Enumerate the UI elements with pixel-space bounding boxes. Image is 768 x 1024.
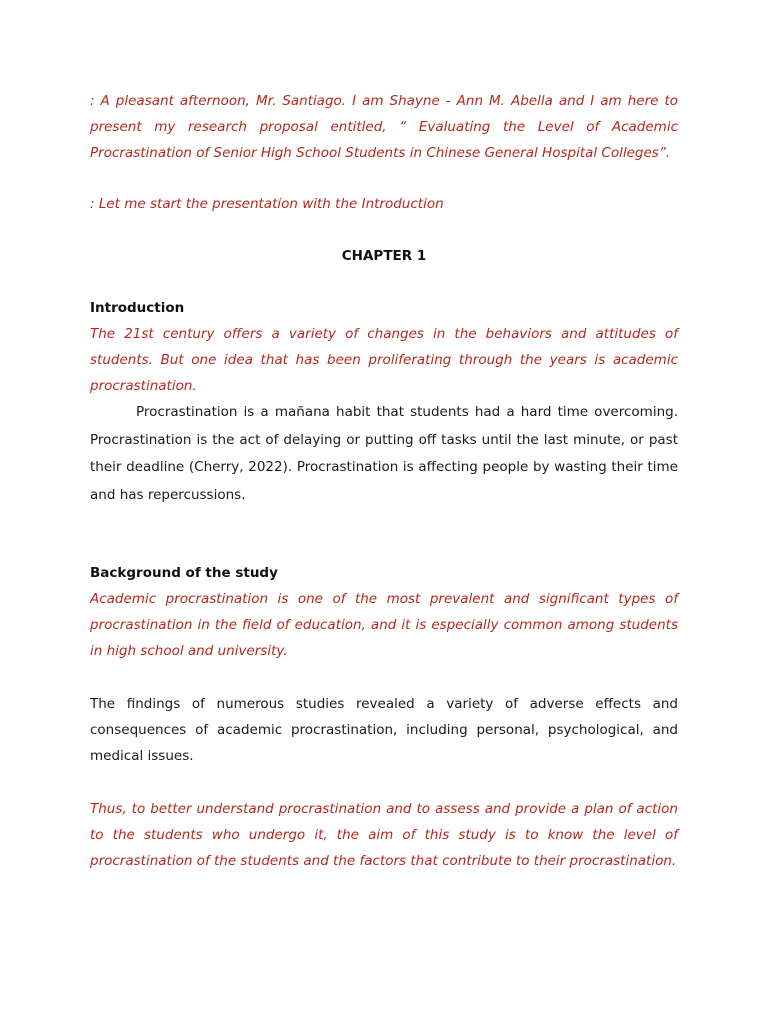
background-body: The findings of numerous studies revealed a variety of adverse effects and consequences of academic procrastination, including personal, psychological, and medical issues. (90, 696, 678, 764)
background-closing-speech: Thus, to better understand procrastination and to assess and provide a plan of action to the students who undergo it, the aim of this study is to know the level of procrastination of the students and the factors that contribute to their procrastination. (90, 801, 678, 869)
background-speech: Academic procrastination is one of the most prevalent and significant types of procrastination in the field of education, and it is especially common among students in high school and university. (90, 591, 678, 659)
introduction-heading: Introduction (90, 300, 185, 316)
opening-paragraph: : A pleasant afternoon, Mr. Santiago. I am Shayne - Ann M. Abella and I am here to present my research proposal entitled, “ Evaluating the Level of Academic Procrastination of Senior High School Students in Chinese General Hospital Colleges”. (90, 93, 678, 161)
introduction-speech: The 21st century offers a variety of changes in the behaviors and attitudes of students. But one idea that has been proliferating through the years is academic procrastination. (90, 326, 678, 394)
background-heading: Background of the study (90, 565, 278, 581)
transition-line: : Let me start the presentation with the Introduction (90, 196, 444, 212)
introduction-body: Procrastination is a mañana habit that students had a hard time overcoming. Procrastination is the act of delaying or putting off tasks until the last minute, or past their deadline (Cherry, 2022). Procrastination is affecting people by wasting their time and has repercussions. (90, 404, 678, 503)
chapter-heading: CHAPTER 1 (341, 248, 427, 264)
